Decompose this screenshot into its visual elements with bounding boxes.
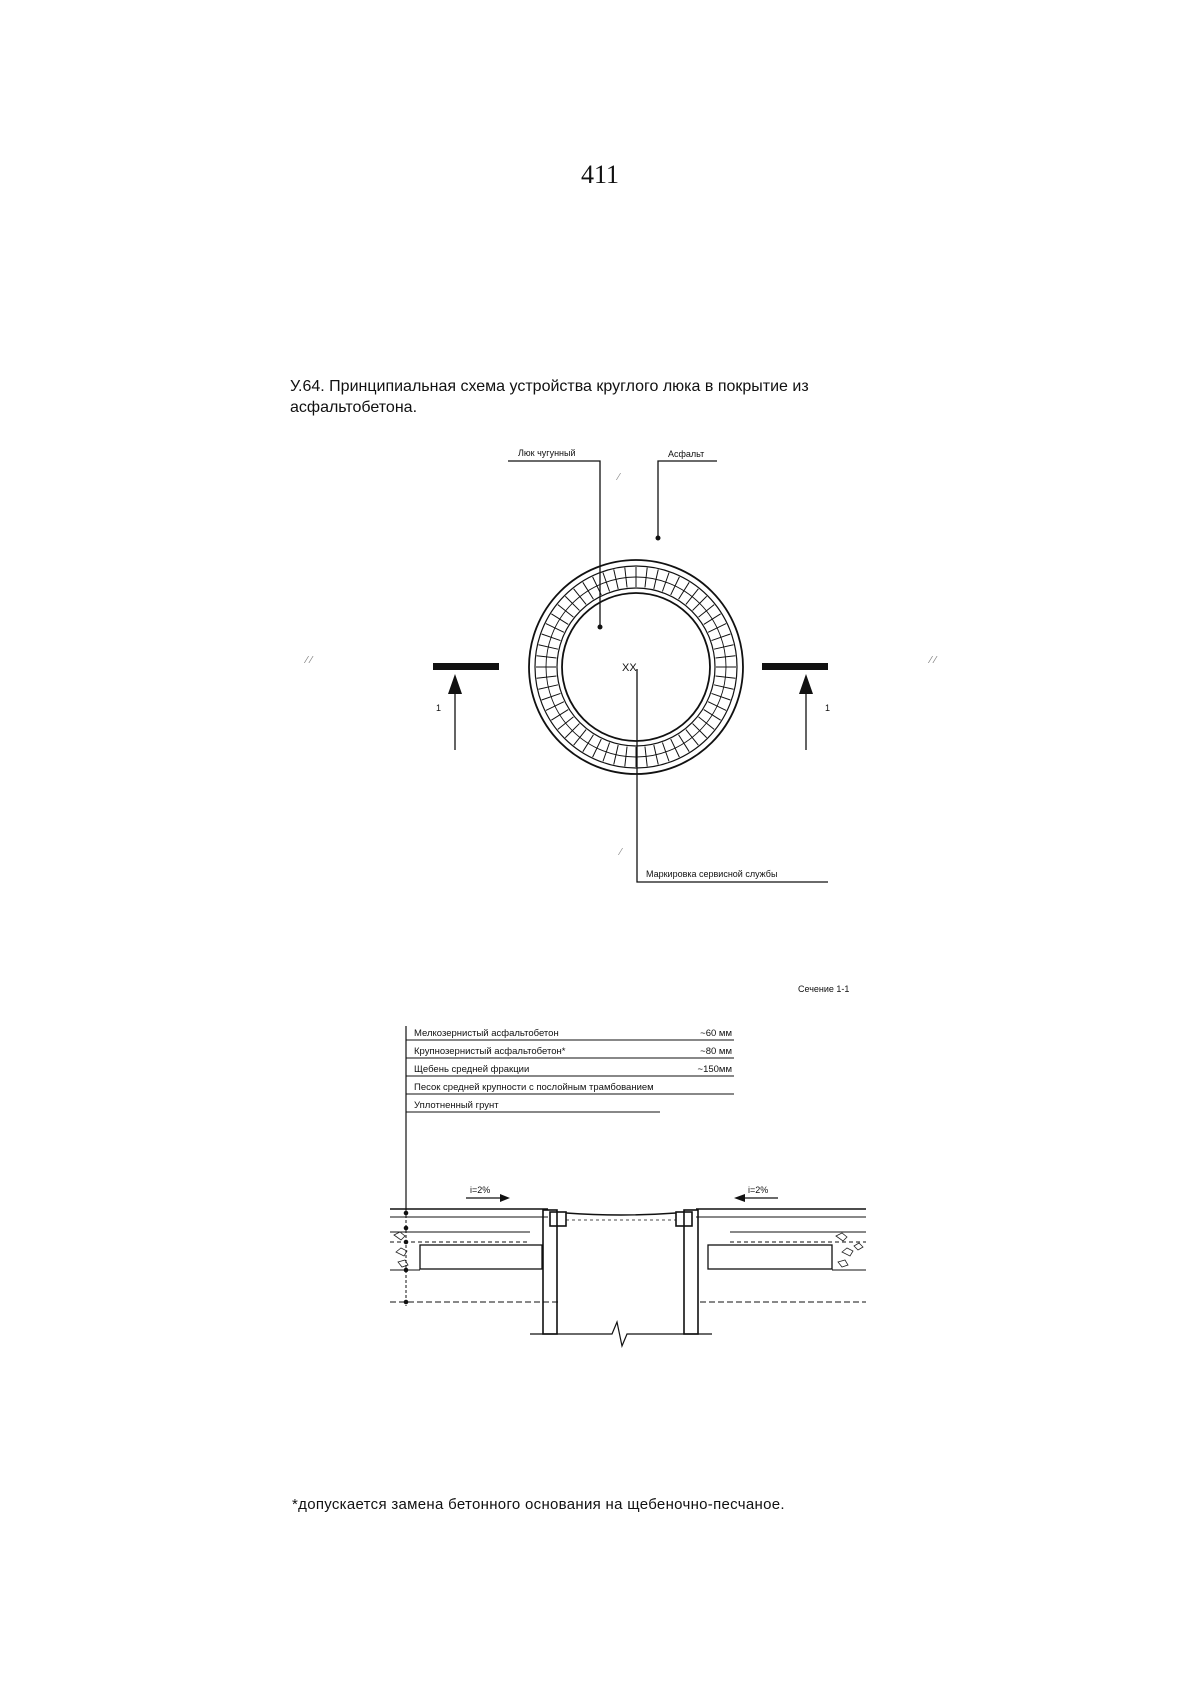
figure-caption: У.64. Принципиальная схема устройства круглого люка в покрытие из асфальтобетона. — [290, 378, 809, 416]
layer-thickness: ~80 мм — [700, 1046, 732, 1057]
dimension-dot — [404, 1226, 409, 1231]
layer-thickness: ~60 мм — [700, 1028, 732, 1039]
crushed-stone-texture — [394, 1232, 863, 1267]
frame-flange-left — [550, 1212, 566, 1226]
cover-plate — [566, 1213, 676, 1215]
page-number: 411 — [580, 160, 620, 189]
asphalt-label: Асфальт — [668, 449, 705, 459]
base-slab-left — [420, 1245, 542, 1269]
manhole-wall-right — [684, 1210, 698, 1334]
manhole-wall-left — [543, 1210, 557, 1334]
footnote: *допускается замена бетонного основания на щебеночно-песчаное. — [292, 1496, 785, 1513]
section-right-number: 1 — [825, 703, 831, 713]
base-slab-right — [708, 1245, 832, 1269]
layer-name: Уплотненный грунт — [414, 1100, 499, 1111]
slope-arrow-right-head — [734, 1194, 745, 1202]
center-mark-label: XX — [622, 662, 637, 674]
section-left-number: 1 — [436, 703, 442, 713]
layer-name: Песок средней крупности с послойным трамбованием — [414, 1082, 654, 1093]
dimension-dot — [404, 1211, 409, 1216]
slope-arrow-left-head — [500, 1194, 510, 1202]
layer-name: Щебень средней фракции — [414, 1064, 530, 1075]
slope-label-left: i=2% — [470, 1185, 491, 1195]
scan-mark: ⁄ — [618, 472, 620, 483]
scan-mark: ⁄ ⁄ — [306, 655, 313, 666]
section-title: Сечение 1-1 — [798, 984, 850, 994]
layer-name: Мелкозернистый асфальтобетон — [414, 1028, 559, 1039]
scan-mark: ⁄ — [620, 847, 622, 858]
layer-name: Крупнозернистый асфальтобетон* — [414, 1046, 566, 1057]
slope-label-right: i=2% — [748, 1185, 769, 1195]
hatch-label: Люк чугунный — [518, 448, 576, 458]
marking-label: Маркировка сервисной службы — [646, 869, 778, 879]
layer-thickness: ~150мм — [697, 1064, 732, 1075]
scan-mark: ⁄ ⁄ — [930, 655, 937, 666]
